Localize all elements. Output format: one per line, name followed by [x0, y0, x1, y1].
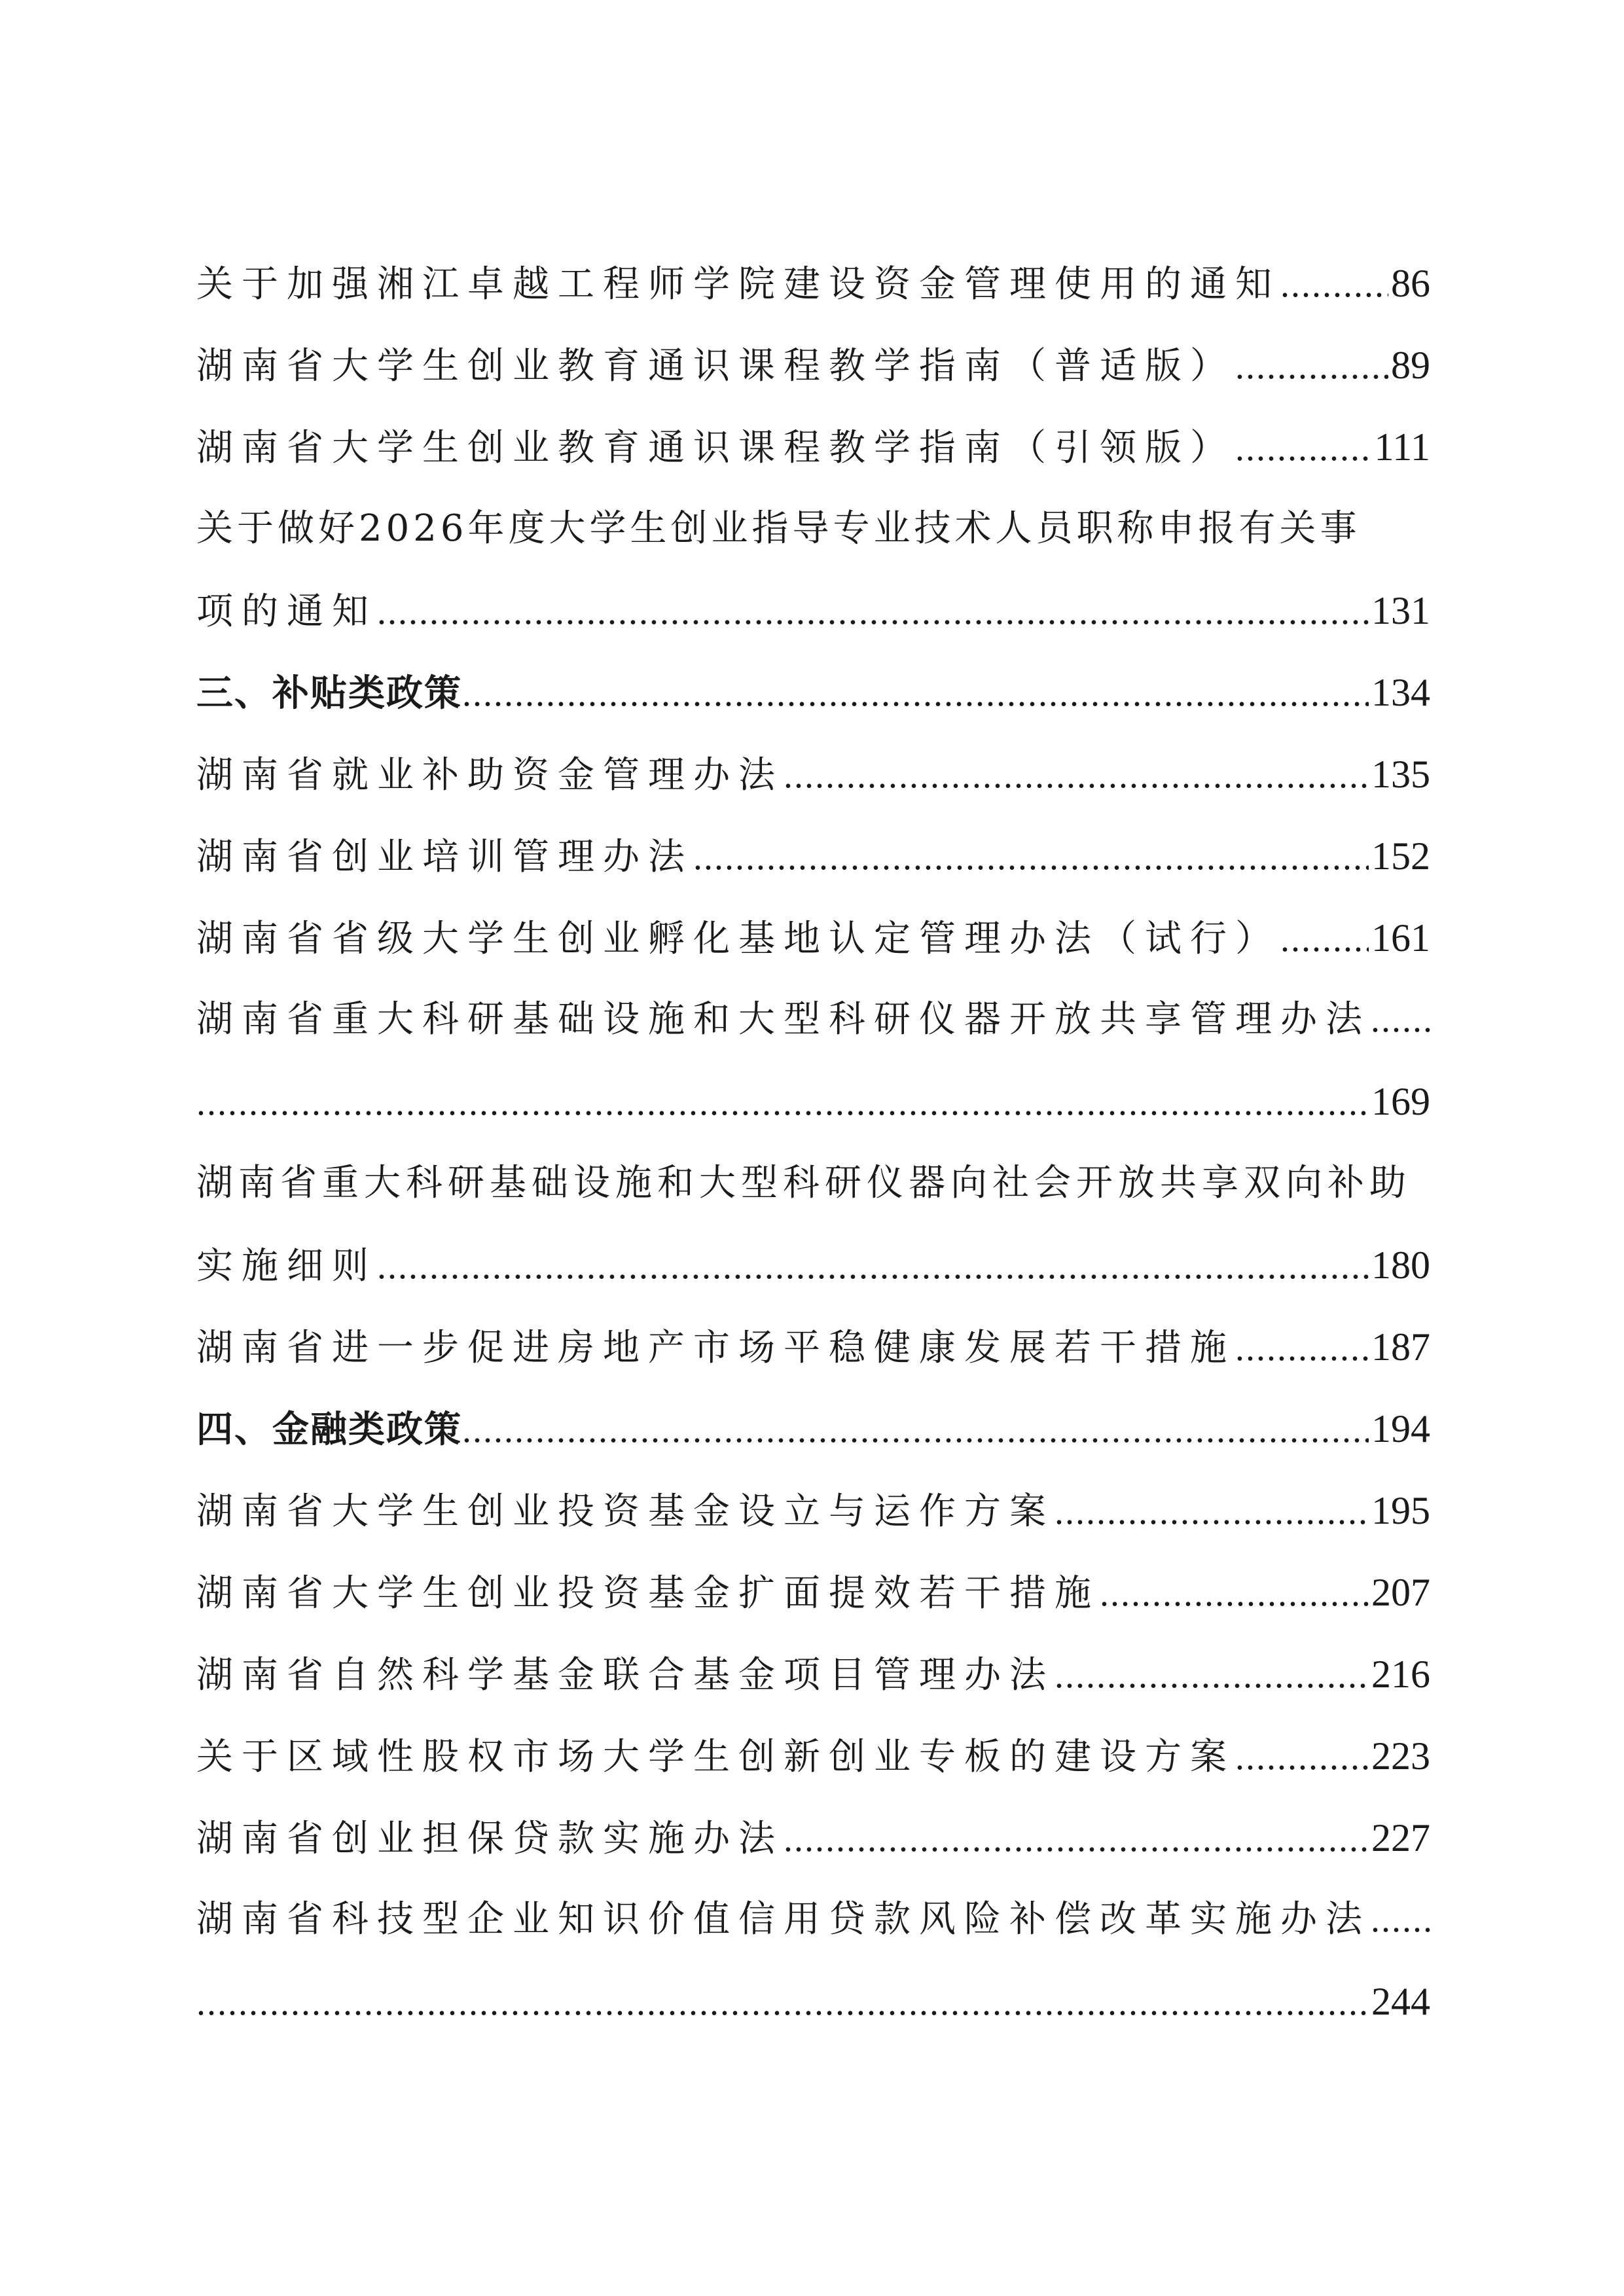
dot-leader — [693, 826, 1369, 888]
toc-entry[interactable] — [196, 1725, 1430, 1787]
toc-entry-title: 湖南省就业补助资金管理办法 — [196, 754, 784, 797]
dot-leader — [1055, 1480, 1369, 1542]
dot-leader — [1055, 1644, 1369, 1706]
toc-entry-page: 194 — [1371, 1407, 1430, 1450]
toc-entry-page: 152 — [1371, 834, 1430, 878]
dot-leader — [1235, 417, 1371, 478]
toc-entry-title: 湖南省创业培训管理办法 — [196, 836, 693, 878]
toc-entry-title: 湖南省大学生创业教育通识课程教学指南（引领版） — [196, 427, 1235, 469]
toc-entry-line2[interactable] — [196, 1970, 1430, 2033]
toc-entry-page: 207 — [1371, 1571, 1430, 1614]
dot-leader — [196, 1071, 1369, 1133]
toc-entry-title-cont: 实施细则 — [196, 1245, 377, 1287]
toc-entry[interactable] — [196, 743, 1430, 806]
toc-entry-line1[interactable] — [196, 1888, 1430, 1951]
toc-entry-title: 关于做好2026年度大学生创业指导专业技术人员职称申报有关事 — [196, 507, 1361, 550]
dot-leader — [462, 1399, 1369, 1460]
toc-entry-title: 湖南省大学生创业投资基金扩面提效若干措施 — [196, 1572, 1100, 1615]
toc-entry-title: 湖南省自然科学基金联合基金项目管理办法 — [196, 1654, 1055, 1696]
dot-leader — [1371, 1888, 1430, 1951]
toc-entry[interactable] — [196, 1806, 1430, 1869]
dot-leader — [462, 662, 1369, 724]
dot-leader — [377, 1235, 1369, 1297]
dot-leader — [1280, 908, 1369, 969]
toc-entry-title: 湖南省创业担保贷款实施办法 — [196, 1818, 784, 1860]
toc-entry-line2[interactable] — [196, 579, 1430, 642]
toc-entry-page: 131 — [1371, 589, 1430, 632]
toc-entry-page: 161 — [1371, 916, 1430, 960]
dot-leader — [1235, 1726, 1369, 1787]
toc-entry-title: 关于加强湘江卓越工程师学院建设资金管理使用的通知 — [196, 263, 1280, 306]
toc-entry-page: 223 — [1371, 1734, 1430, 1778]
toc-entry-line1[interactable] — [196, 988, 1430, 1051]
dot-leader — [196, 1971, 1369, 2033]
toc-entry-title-cont: 项的通知 — [196, 590, 377, 633]
toc-entry-title: 湖南省进一步促进房地产市场平稳健康发展若干措施 — [196, 1327, 1235, 1369]
toc-section-heading[interactable] — [196, 661, 1430, 724]
dot-leader — [377, 581, 1369, 642]
toc-entry-page: 86 — [1391, 262, 1430, 305]
toc-entry-line2[interactable] — [196, 1234, 1430, 1297]
dot-leader — [1100, 1562, 1369, 1624]
toc-entry-title: 湖南省大学生创业投资基金设立与运作方案 — [196, 1490, 1055, 1533]
toc-entry-title: 湖南省重大科研基础设施和大型科研仪器开放共享管理办法 — [196, 998, 1371, 1041]
toc-entry-page: 89 — [1391, 344, 1430, 387]
dot-leader — [1280, 253, 1388, 315]
toc-entry-page: 180 — [1371, 1244, 1430, 1287]
dot-leader — [1371, 988, 1430, 1051]
toc-entry-page: 195 — [1371, 1489, 1430, 1532]
toc-entry[interactable] — [196, 1561, 1430, 1624]
toc-section-heading[interactable] — [196, 1397, 1430, 1460]
section-title: 四、金融类政策 — [196, 1408, 462, 1451]
toc-entry-page: 111 — [1374, 425, 1430, 469]
dot-leader — [1235, 335, 1388, 397]
toc-entry[interactable] — [196, 825, 1430, 888]
section-title: 三、补贴类政策 — [196, 672, 462, 715]
toc-entry-page: 169 — [1371, 1080, 1430, 1123]
toc-entry-page: 227 — [1371, 1816, 1430, 1859]
toc-entry-page: 216 — [1371, 1653, 1430, 1696]
dot-leader — [784, 744, 1369, 806]
toc-entry-title: 湖南省大学生创业教育通识课程教学指南（普适版） — [196, 345, 1235, 387]
toc-entry[interactable] — [196, 906, 1430, 969]
toc-entry-line1[interactable] — [196, 497, 1430, 560]
dot-leader — [1235, 1317, 1369, 1378]
toc-entry-page: 244 — [1371, 1980, 1430, 2023]
toc-entry-line2[interactable] — [196, 1070, 1430, 1133]
toc-entry-title: 湖南省重大科研基础设施和大型科研仪器向社会开放共享双向补助 — [196, 1162, 1411, 1204]
toc-entry[interactable] — [196, 334, 1430, 397]
toc-entry[interactable] — [196, 1316, 1430, 1378]
toc-entry[interactable] — [196, 416, 1430, 478]
toc-entry[interactable] — [196, 1479, 1430, 1542]
toc-entry-line1[interactable] — [196, 1152, 1430, 1215]
dot-leader — [784, 1808, 1369, 1869]
toc-entry-page: 187 — [1371, 1325, 1430, 1369]
toc-entry-title: 湖南省省级大学生创业孵化基地认定管理办法（试行） — [196, 918, 1280, 960]
toc-entry-title: 湖南省科技型企业知识价值信用贷款风险补偿改革实施办法 — [196, 1898, 1371, 1941]
toc-entry-page: 135 — [1371, 753, 1430, 796]
toc-entry-page: 134 — [1371, 671, 1430, 714]
toc-entry[interactable] — [196, 1643, 1430, 1706]
toc-entry[interactable] — [196, 252, 1430, 315]
toc-entry-title: 关于区域性股权市场大学生创新创业专板的建设方案 — [196, 1736, 1235, 1778]
